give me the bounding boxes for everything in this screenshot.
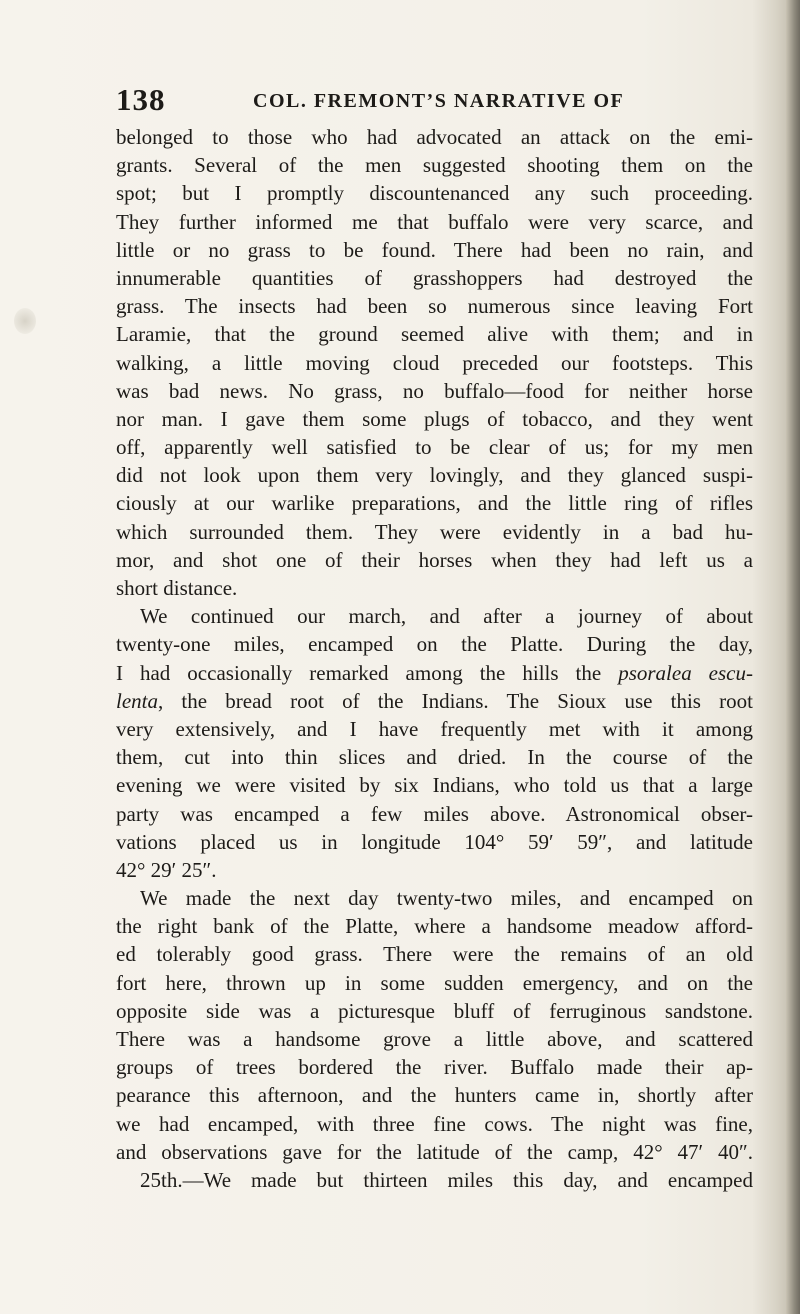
text-line: grass. The insects had been so numerous since leaving Fort	[116, 294, 753, 319]
text-line: 42° 29′ 25″.	[116, 857, 217, 882]
text-line: fort here, thrown up in some sudden emergency, and on the	[116, 970, 753, 995]
page-edge-shadow	[786, 0, 800, 1314]
text-line: mor, and shot one of their horses when they had left us a	[116, 547, 753, 572]
text-run: I had occasionally remarked among the hills the	[116, 660, 619, 685]
italic-term: psoralea escu-	[618, 660, 753, 685]
text-line: very extensively, and I have frequently met with it among	[116, 716, 753, 741]
text-line: belonged to those who had advocated an attack on the emi-	[116, 125, 753, 149]
text-line: opposite side was a picturesque bluff of ferruginous sandstone.	[116, 998, 753, 1023]
text-line: ed tolerably good grass. There were the remains of an old	[116, 942, 753, 967]
text-line: little or no grass to be found. There had been no rain, and	[116, 237, 753, 262]
text-line: 25th.—We made but thirteen miles this day, and encamped	[140, 1167, 753, 1192]
text-line: There was a handsome grove a little above, and scattered	[116, 1027, 753, 1051]
text-line-with-italic	[116, 687, 753, 715]
text-line: ciously at our warlike preparations, and the little ring of rifles	[116, 491, 753, 516]
text-line: We continued our march, and after a journey of about	[140, 604, 753, 629]
text-line: innumerable quantities of grasshoppers had destroyed the	[116, 265, 753, 290]
text-line: vations placed us in longitude 104° 59′ 59″, and latitude	[116, 829, 753, 854]
page-header	[116, 82, 676, 122]
text-line: and observations gave for the latitude of the camp, 42° 47′ 40″.	[116, 1139, 753, 1164]
text-line: them, cut into thin slices and dried. In the course of the	[116, 745, 753, 770]
text-line: pearance this afternoon, and the hunters came in, shortly after	[116, 1083, 753, 1108]
italic-term: lenta	[116, 688, 158, 713]
text-line: the right bank of the Platte, where a handsome meadow afford-	[116, 914, 753, 939]
text-line: was bad news. No grass, no buffalo—food for neither horse	[116, 378, 753, 403]
text-line: We made the next day twenty-two miles, and encamped on	[140, 886, 753, 911]
text-line: spot; but I promptly discountenanced any such proceeding.	[116, 181, 753, 206]
text-run: , the bread root of the Indians. The Sioux use this root	[158, 688, 753, 713]
text-line: nor man. I gave them some plugs of tobacco, and they went	[116, 406, 753, 431]
text-line: twenty-one miles, encamped on the Platte. During the day,	[116, 632, 753, 657]
text-line: we had encamped, with three fine cows. The night was fine,	[116, 1111, 753, 1136]
text-line: short distance.	[116, 576, 238, 600]
body-text	[116, 123, 753, 1194]
page-number: 138	[116, 82, 166, 117]
text-line: groups of trees bordered the river. Buffalo made their ap-	[116, 1055, 753, 1080]
text-line: party was encamped a few miles above. Astronomical obser-	[116, 801, 753, 826]
text-line: evening we were visited by six Indians, who told us that a large	[116, 773, 753, 798]
text-line: off, apparently well satisfied to be clear of us; for my men	[116, 435, 753, 460]
paper-stain	[14, 308, 36, 334]
text-line: walking, a little moving cloud preceded our footsteps. This	[116, 350, 753, 375]
text-line: Laramie, that the ground seemed alive with them; and in	[116, 322, 753, 347]
text-line-with-italic	[116, 659, 753, 687]
text-line: did not look upon them very lovingly, and they glanced suspi-	[116, 463, 753, 488]
text-line: They further informed me that buffalo were very scarce, and	[116, 209, 753, 234]
running-head: COL. FREMONT’S NARRATIVE OF	[253, 90, 625, 112]
text-line: grants. Several of the men suggested shooting them on the	[116, 153, 753, 178]
text-line: which surrounded them. They were evidently in a bad hu-	[116, 519, 753, 544]
